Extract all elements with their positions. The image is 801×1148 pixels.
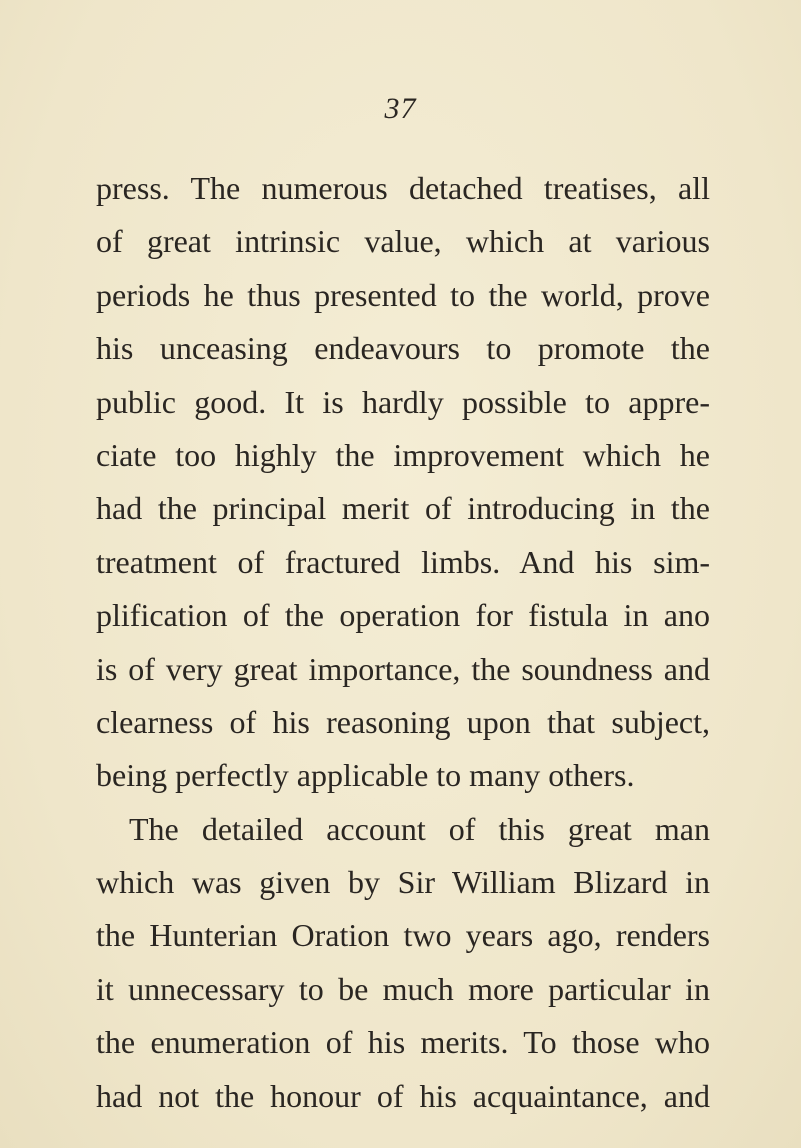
text-line: had not the honour of his acquaintance, and [96, 1077, 710, 1114]
body-text [96, 162, 710, 1123]
text-line: press. The numerous detached treatises, all [96, 170, 710, 206]
text-line: ciate too highly the improvement which he [96, 436, 710, 473]
paragraph-end-line: being perfectly applicable to many others. [96, 757, 635, 794]
text-line: which was given by Sir William Blizard in [96, 864, 710, 901]
text-line: is of very great importance, the soundness and [96, 650, 710, 687]
text-line: plification of the operation for fistula in ano [96, 597, 710, 634]
text-line: periods he thus presented to the world, prove [96, 276, 710, 313]
text-line: had the principal merit of introducing in the [96, 490, 710, 527]
text-line: the enumeration of his merits. To those who [96, 1024, 710, 1061]
text-line: his unceasing endeavours to promote the [96, 330, 710, 367]
page-number: 37 [384, 92, 417, 125]
text-line: public good. It is hardly possible to appre- [96, 383, 710, 420]
paragraph-start-line: The detailed account of this great man [129, 810, 710, 847]
text-line: of great intrinsic value, which at various [96, 223, 710, 260]
text-line: the Hunterian Oration two years ago, renders [96, 917, 710, 954]
text-line: clearness of his reasoning upon that subject, [96, 703, 710, 740]
text-line: it unnecessary to be much more particular in [96, 970, 710, 1007]
text-line: treatment of fractured limbs. And his sim- [96, 543, 710, 580]
